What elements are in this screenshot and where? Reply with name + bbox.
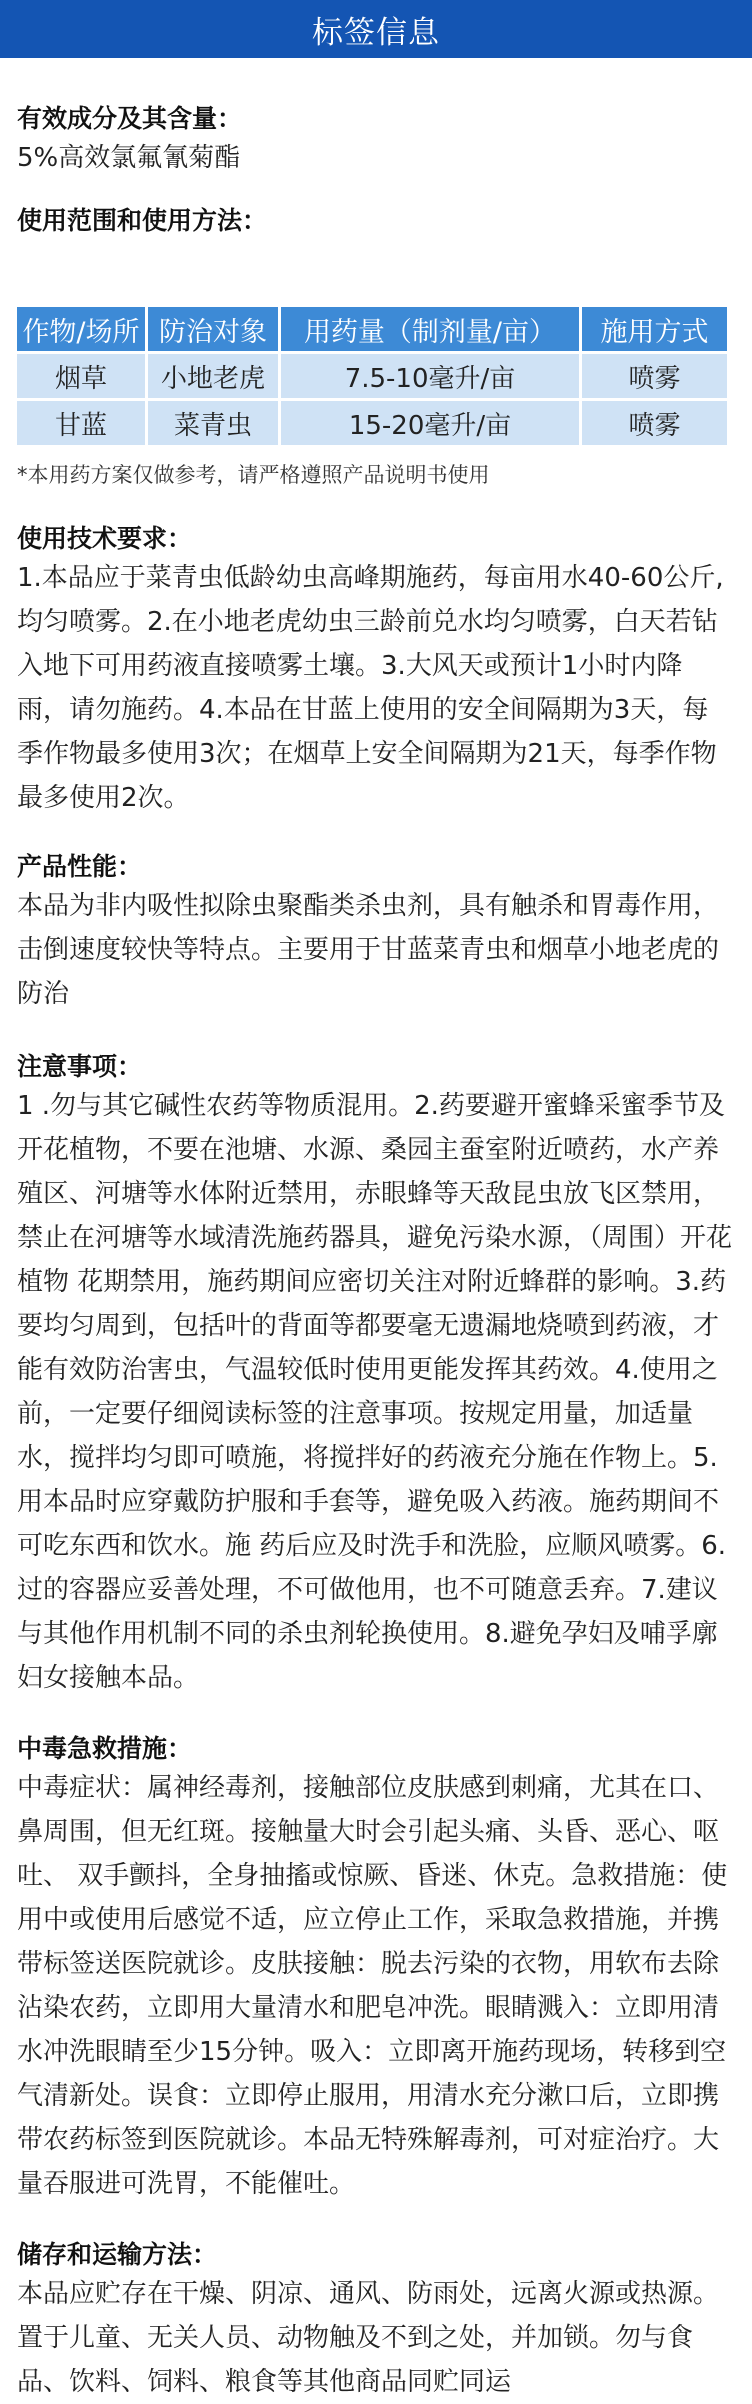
table-cell: 菜青虫 <box>148 401 278 445</box>
table-cell: 15-20毫升/亩 <box>281 401 579 445</box>
table-cell: 甘蓝 <box>17 401 145 445</box>
section-performance <box>17 850 734 1016</box>
table-header-row <box>17 307 727 351</box>
section-text: 中毒症状：属神经毒剂，接触部位皮肤感到刺痛，尤其在口、鼻周围，但无红斑。接触量大时会引起头痛、头昏、恶心、呕吐、 双手颤抖，全身抽搐或惊厥、昏迷、休克。急救措施：使用中或使用后感觉不适，应立停止工作，采取急救措施，并携带标签送医院就诊。皮肤接触：脱去污染的衣物，用软布去除沾染农药，立即用大量清水和肥皂冲洗。眼睛溅入：立即用清水冲洗眼睛至少15分钟。吸入：立即离开施药现场，转移到空气清新处。误食：立即停止服用，用清水充分漱口后，立即携带农药标签到医院就诊。本品无特殊解毒剂，可对症治疗。大量吞服进可洗胃，不能催吐。 <box>17 1773 728 2199</box>
section-usage <box>17 204 734 490</box>
column-header: 作物/场所 <box>17 307 145 351</box>
table-cell: 烟草 <box>17 354 145 398</box>
table-cell: 喷雾 <box>582 401 727 445</box>
table-cell: 7.5-10毫升/亩 <box>281 354 579 398</box>
column-header: 施用方式 <box>582 307 727 351</box>
section-text: 1.本品应于菜青虫低龄幼虫高峰期施药，每亩用水40-60公斤,均匀喷雾。2.在小地老虎幼虫三龄前兑水均匀喷雾，白天若钻入地下可用药液直接喷雾土壤。3.大风天或预计1小时内降雨，请勿施药。4.本品在甘蓝上使用的安全间隔期为3天，每季作物最多使用3次；在烟草上安全间隔期为21天，每季作物最多使用2次。 <box>17 563 724 813</box>
section-active-ingredient <box>17 102 734 180</box>
page-title: 标签信息 <box>312 14 440 51</box>
header-bar <box>0 0 752 58</box>
section-title: 中毒急救措施： <box>17 1734 193 1763</box>
section-title: 使用范围和使用方法： <box>17 206 268 235</box>
section-title: 注意事项： <box>17 1052 143 1081</box>
table-cell: 喷雾 <box>582 354 727 398</box>
section-text: 本品为非内吸性拟除虫聚酯类杀虫剂，具有触杀和胃毒作用，击倒速度较快等特点。主要用于甘蓝菜青虫和烟草小地老虎的防治 <box>17 891 720 1009</box>
section-text: 本品应贮存在干燥、阴凉、通风、防雨处，远离火源或热源。置于儿童、无关人员、动物触及不到之处，并加锁。勿与食品、饮料、饲料、粮食等其他商品同贮同运 <box>17 2279 720 2397</box>
section-first-aid <box>17 1732 734 2206</box>
usage-note: *本用药方案仅做参考，请严格遵照产品说明书使用 <box>17 463 490 487</box>
section-text: 1 .勿与其它碱性农药等物质混用。2.药要避开蜜蜂采蜜季节及开花植物，不要在池塘、水源、桑园主蚕室附近喷药，水产养殖区、河塘等水体附近禁用，赤眼蜂等天敌昆虫放飞区禁用，禁止在河塘等水域清洗施药器具，避免污染水源，（周围）开花植物 花期禁用，施药期间应密切关注对附近蜂群的影响。3.药要均匀周到，包括叶的背面等都要毫无遗漏地烧喷到药液，才能有效防治害虫，气温较低时使用更能发挥其药效。4.使用之前，一定要仔细阅读标签的注意事项。按规定用量，加适量水，搅拌均匀即可喷施，将搅拌好的药液充分施在作物上。5.用本品时应穿戴防护服和手套等，避免吸入药液。施药期间不可吃东西和饮水。施 药后应及时洗手和洗脸，应顺风喷雾。6.过的容器应妥善处理，不可做他用，也不可随意丢弃。7.建议与其他作用机制不同的杀虫剂轮换使用。8.避免孕妇及哺孚廓妇女接触本品。 <box>17 1091 733 1693</box>
section-title: 使用技术要求： <box>17 524 193 553</box>
column-header: 用药量（制剂量/亩） <box>281 307 579 351</box>
section-storage <box>17 2238 734 2404</box>
section-text: 5%高效氯氟氰菊酯 <box>17 143 241 173</box>
section-technical-requirements <box>17 522 734 820</box>
section-notice <box>17 1050 734 1700</box>
table-row <box>17 401 727 445</box>
column-header: 防治对象 <box>148 307 278 351</box>
table-row <box>17 354 727 398</box>
usage-table <box>14 304 730 448</box>
table-cell: 小地老虎 <box>148 354 278 398</box>
section-title: 有效成分及其含量： <box>17 104 243 133</box>
section-title: 储存和运输方法： <box>17 2240 218 2269</box>
section-title: 产品性能： <box>17 852 143 881</box>
label-content <box>0 102 752 2404</box>
